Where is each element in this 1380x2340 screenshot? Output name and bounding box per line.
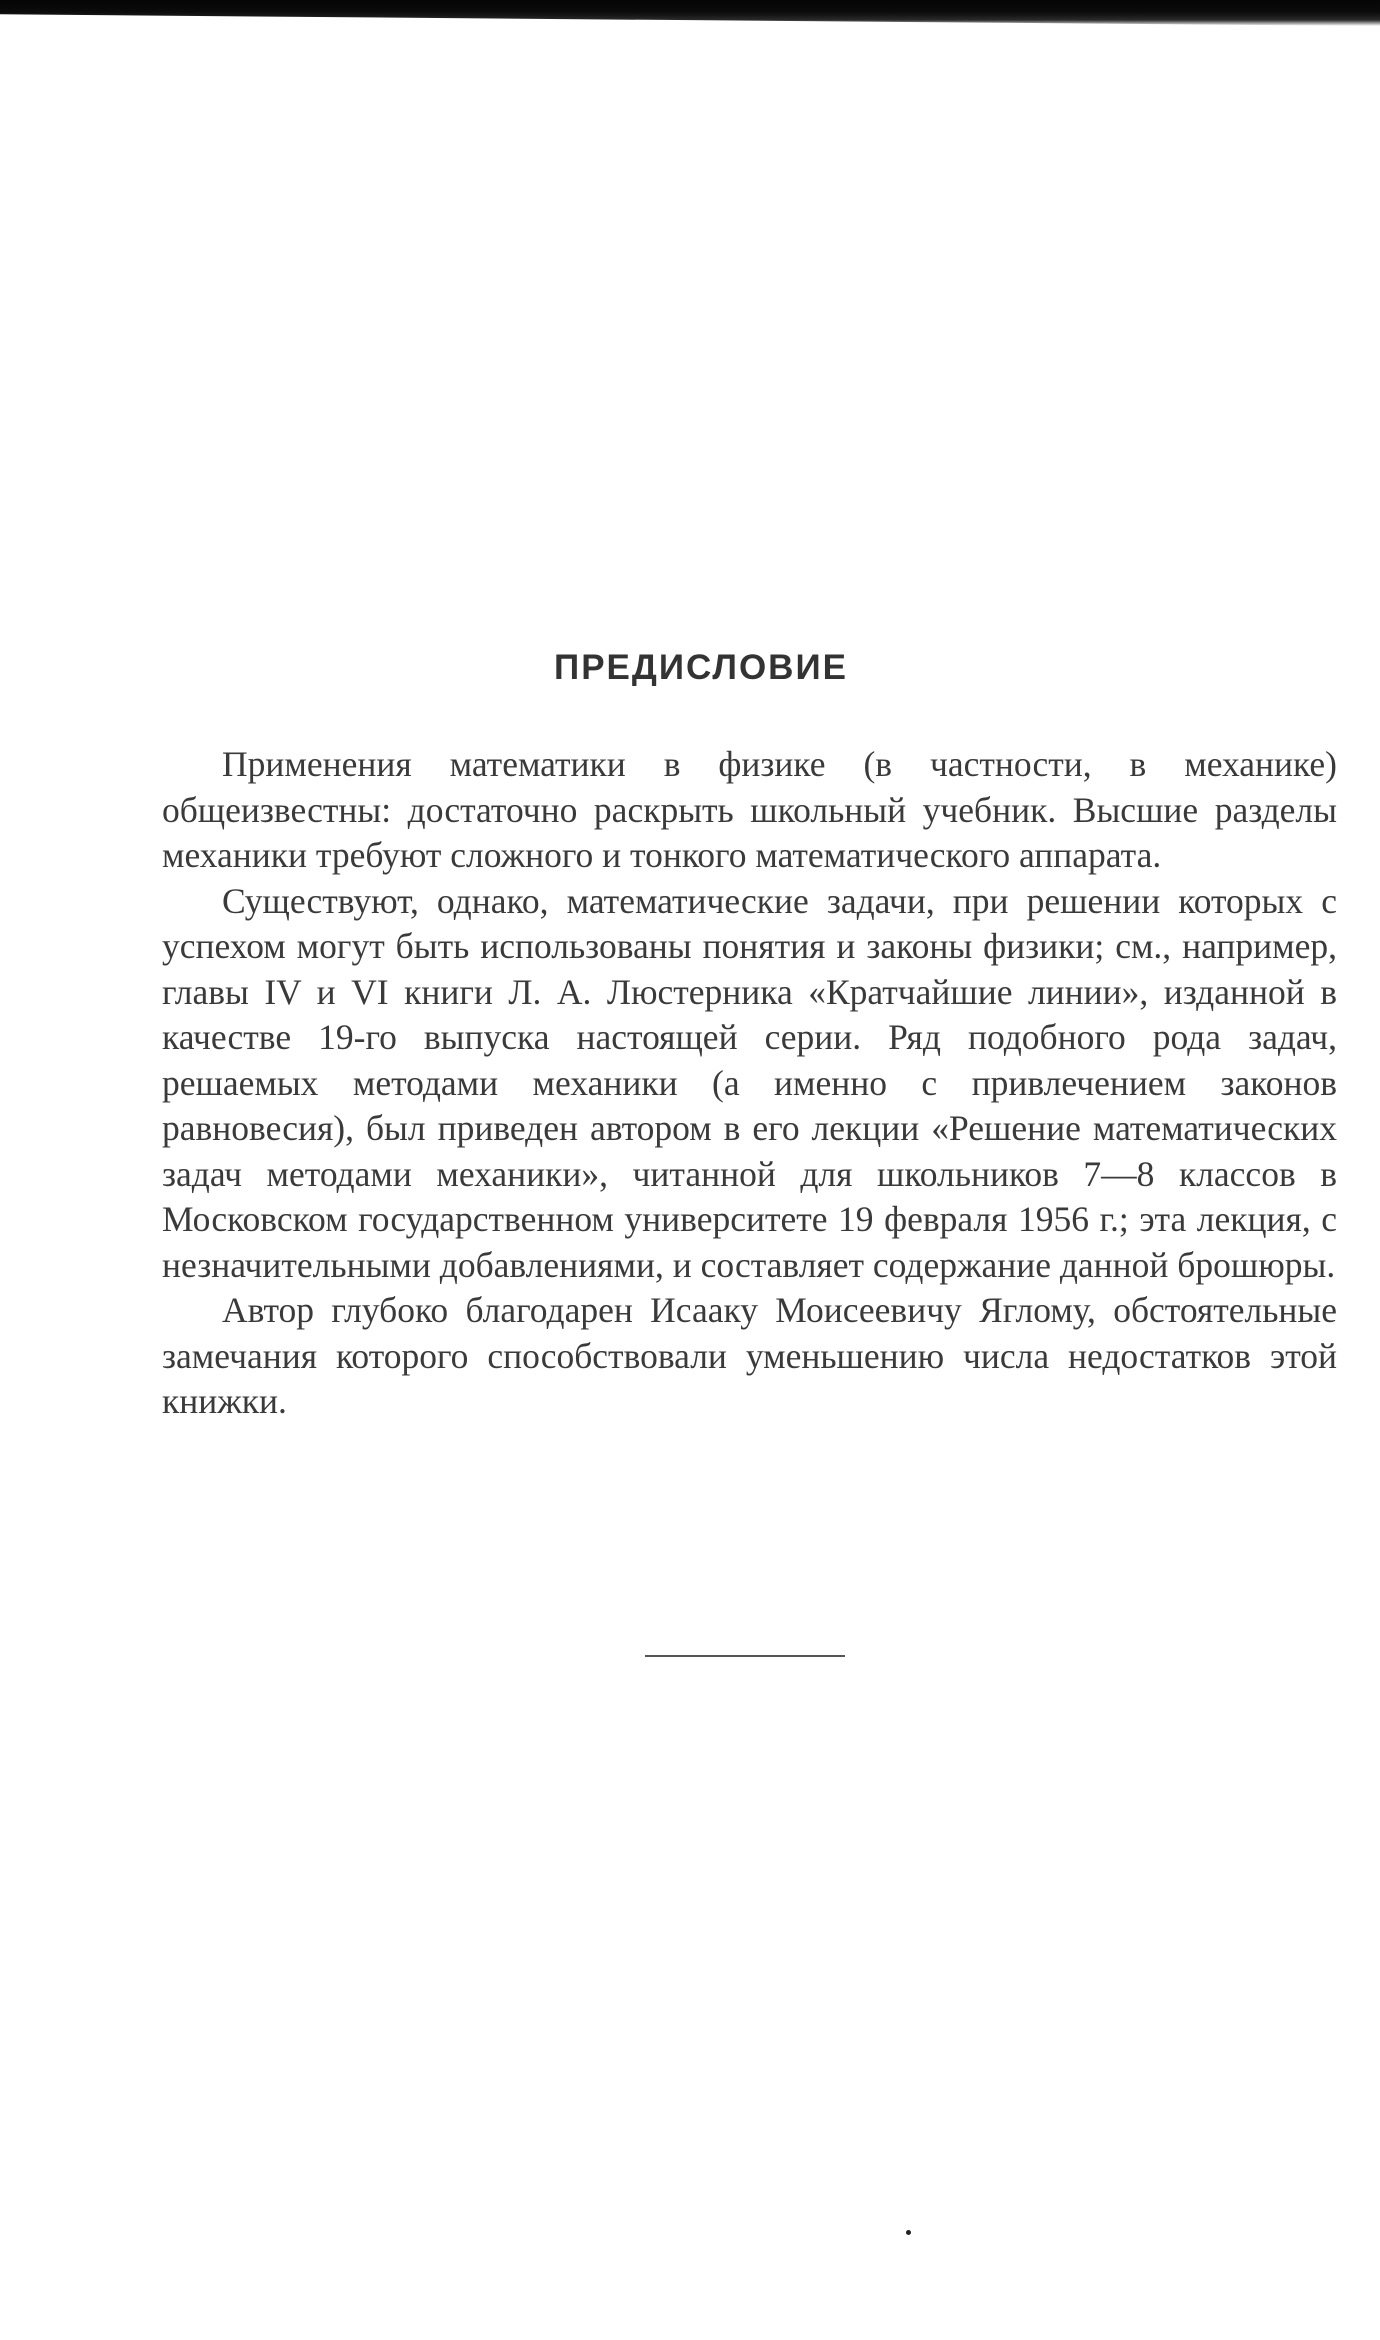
- scan-speck: [906, 2230, 911, 2235]
- section-divider: [645, 1655, 845, 1657]
- paragraph-intro: Применения математики в физике (в частности, в механике) общеизвестны: достаточно раскрыть школьный учебник. Высшие разделы механики требуют сложного и тонкого математического аппарата.: [162, 744, 1337, 875]
- paragraph-acknowledgement: Автор глубоко благодарен Исааку Моисеевичу Яглому, обстоятельные замечания которого способствовали уменьшению числа недостатков этой книжки.: [162, 1290, 1337, 1421]
- body-text: [162, 742, 1337, 1425]
- page-title: ПРЕДИСЛОВИЕ: [554, 648, 848, 687]
- paragraph-main: Существуют, однако, математические задачи, при решении которых с успехом могут быть использованы понятия и законы физики; см., например, главы IV и VI книги Л. А. Люстерника «Кратчайшие линии», изданной в качестве 19-го выпуска настоящей серии. Ряд подобного рода задач, решаемых методами механики (а именно с привлечением законов равновесия), был приведен автором в его лекции «Решение математических задач методами механики», читанной для школьников 7—8 классов в Московском государственном университете 19 февраля 1956 г.; эта лекция, с незначительными добавлениями, и составляет содержание данной брошюры.: [162, 880, 1337, 1285]
